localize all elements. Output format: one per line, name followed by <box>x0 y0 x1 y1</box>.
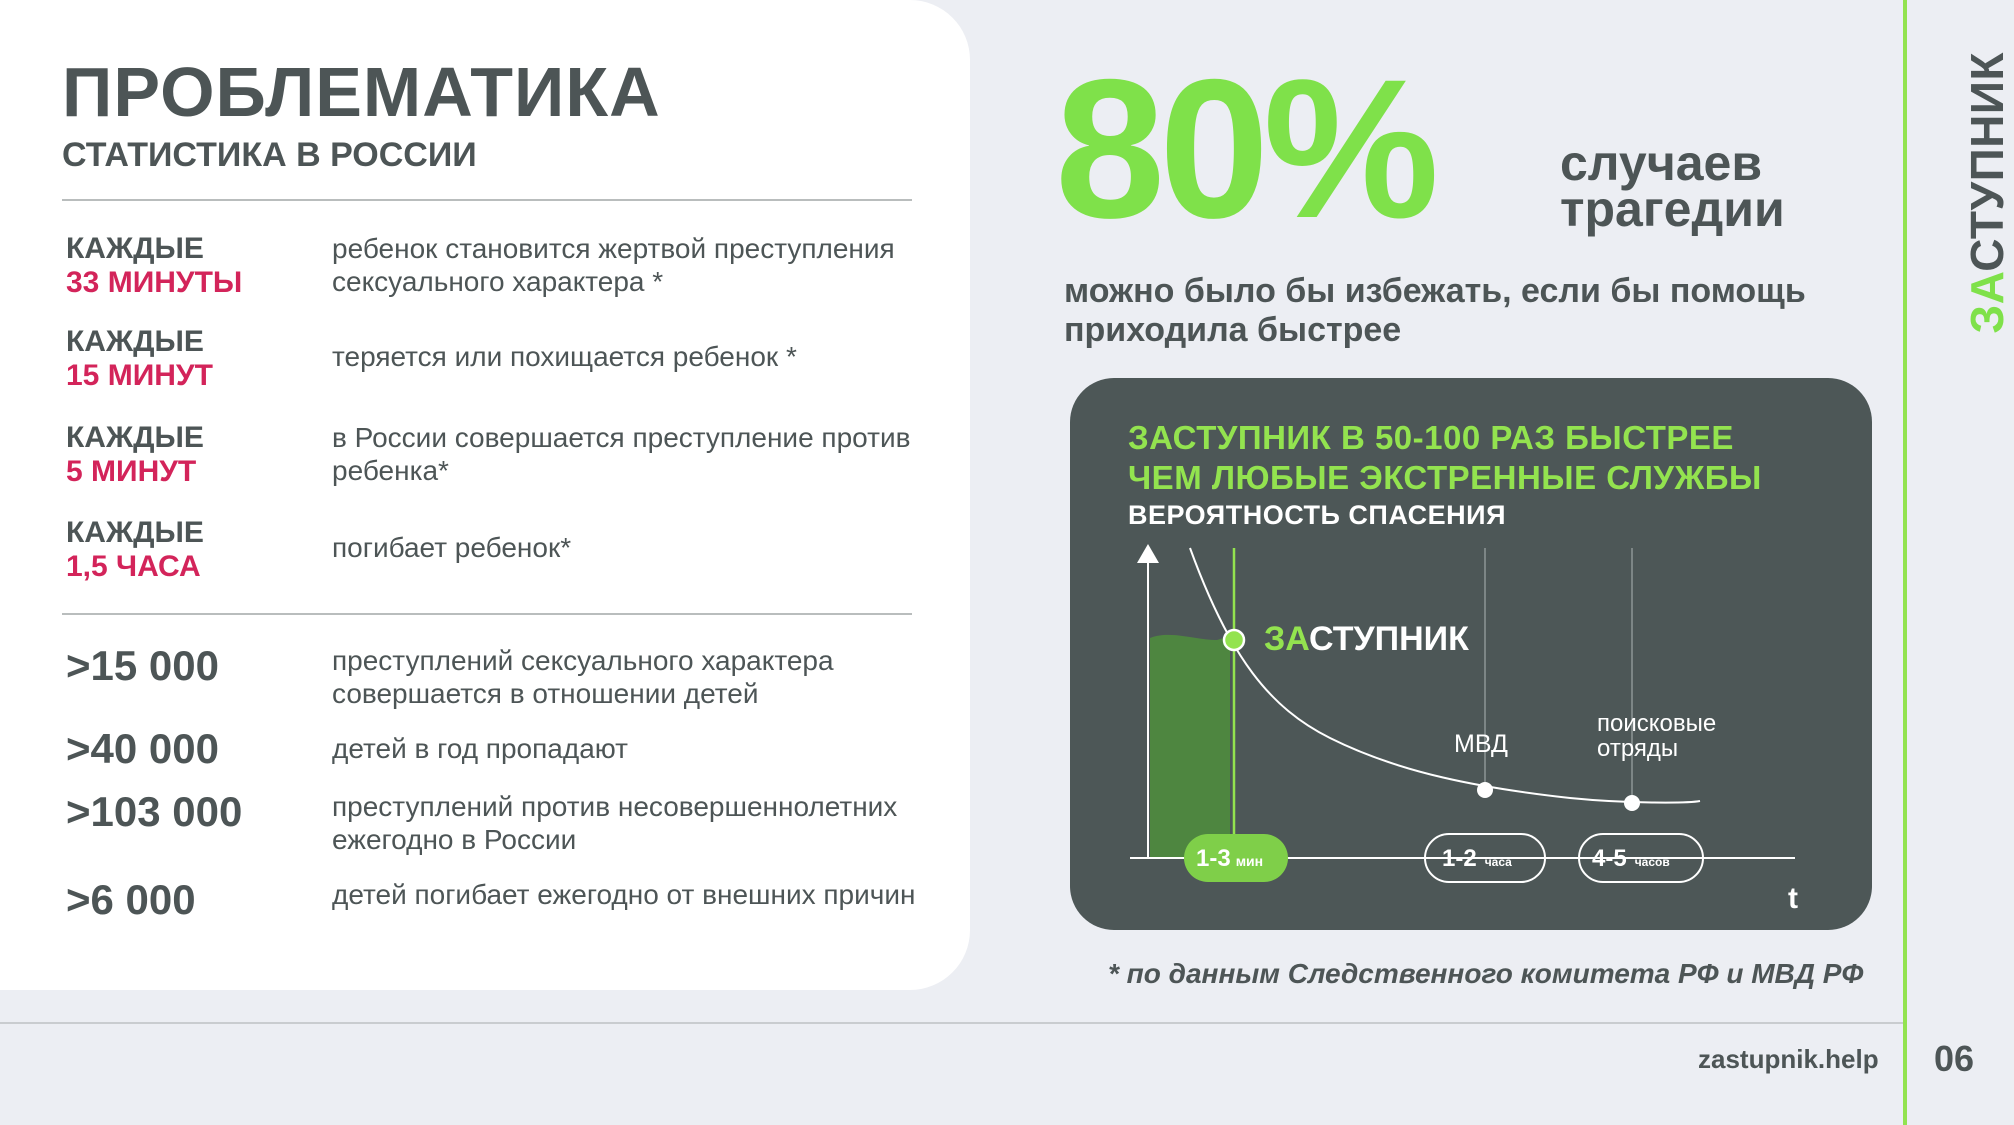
stat-text: детей погибает ежегодно от внешних причин <box>332 879 916 910</box>
page-title: ПРОБЛЕМАТИКА <box>62 53 661 131</box>
search-teams-label: отряды <box>1597 735 1679 762</box>
chart-logo-rest: СТУПНИК <box>1309 620 1469 658</box>
zastupnik-point <box>1224 630 1244 650</box>
sidebar-logo-accent: ЗА <box>1961 271 2013 334</box>
x-axis-label: t <box>1788 882 1798 915</box>
highlight-label-line: случаев <box>1560 135 1763 191</box>
frequency-every: КАЖДЫЕ <box>66 325 204 358</box>
time-main: 1-3 <box>1196 845 1231 872</box>
page-number: 06 <box>1934 1038 1975 1079</box>
highlight-label-line: трагедии <box>1560 181 1785 237</box>
mvd-point <box>1477 782 1493 798</box>
search-teams-label: поисковые <box>1597 710 1717 737</box>
frequency-interval: 15 МИНУТ <box>66 359 213 392</box>
highlight-percent: 80% <box>1055 38 1434 259</box>
stat-value: >103 000 <box>66 788 243 835</box>
stat-value: >40 000 <box>66 725 219 772</box>
zastupnik-time-area <box>1150 635 1230 858</box>
frequency-every: КАЖДЫЕ <box>66 516 204 549</box>
time-unit: часов <box>1634 855 1670 869</box>
stat-value: >15 000 <box>66 642 219 689</box>
mvd-label: МВД <box>1454 730 1508 758</box>
frequency-interval: 1,5 ЧАСА <box>66 550 201 583</box>
highlight-label <box>1560 135 1785 237</box>
probability-chart <box>1070 378 1872 930</box>
chart-heading-line: ЧЕМ ЛЮБЫЕ ЭКСТРЕННЫЕ СЛУЖБЫ <box>1128 459 1762 496</box>
chart-logo <box>1264 620 1469 658</box>
time-main: 4-5 <box>1592 845 1627 872</box>
stat-text: преступлений против несовершеннолетних ежегодно в России <box>332 791 898 855</box>
stat-text: детей в год пропадают <box>332 733 628 764</box>
y-axis-arrow-icon <box>1137 544 1159 563</box>
chart-heading-line: ЗАСТУПНИК В 50-100 РАЗ БЫСТРЕЕ <box>1128 419 1734 456</box>
time-unit: мин <box>1235 853 1264 869</box>
frequency-text: в России совершается преступление против ребенка* <box>332 422 911 486</box>
sidebar-accent-line <box>1903 0 1907 1125</box>
site-link[interactable]: zastupnik.help <box>1698 1044 1879 1074</box>
frequency-every: КАЖДЫЕ <box>66 421 204 454</box>
highlight-note: можно было бы избежать, если бы помощь приходила быстрее <box>1064 272 1806 349</box>
footnote: * по данным Следственного комитета РФ и МВД РФ <box>1108 958 1864 989</box>
sidebar-logo <box>1960 52 2014 334</box>
chart-logo-accent: ЗА <box>1264 620 1310 658</box>
divider <box>62 613 912 615</box>
frequency-interval: 33 МИНУТЫ <box>66 266 243 299</box>
frequency-every: КАЖДЫЕ <box>66 232 204 265</box>
chart-card <box>1070 378 1872 930</box>
time-unit: часа <box>1484 855 1512 869</box>
search-teams-point <box>1624 795 1640 811</box>
stat-value: >6 000 <box>66 876 196 923</box>
frequency-interval: 5 МИНУТ <box>66 455 197 488</box>
frequency-text: ребенок становится жертвой преступления сексуального характера * <box>332 233 895 297</box>
stat-text: преступлений сексуального характера совершается в отношении детей <box>332 645 834 709</box>
chart-y-label: ВЕРОЯТНОСТЬ СПАСЕНИЯ <box>1128 500 1506 530</box>
footer-divider <box>0 1022 1905 1024</box>
divider <box>62 199 912 201</box>
probability-curve <box>1190 548 1700 803</box>
frequency-text: погибает ребенок* <box>332 532 572 563</box>
sidebar-logo-rest: СТУПНИК <box>1961 52 2013 272</box>
page-subtitle: СТАТИСТИКА В РОССИИ <box>62 136 477 174</box>
frequency-text: теряется или похищается ребенок * <box>332 341 797 372</box>
time-main: 1-2 <box>1442 845 1477 872</box>
